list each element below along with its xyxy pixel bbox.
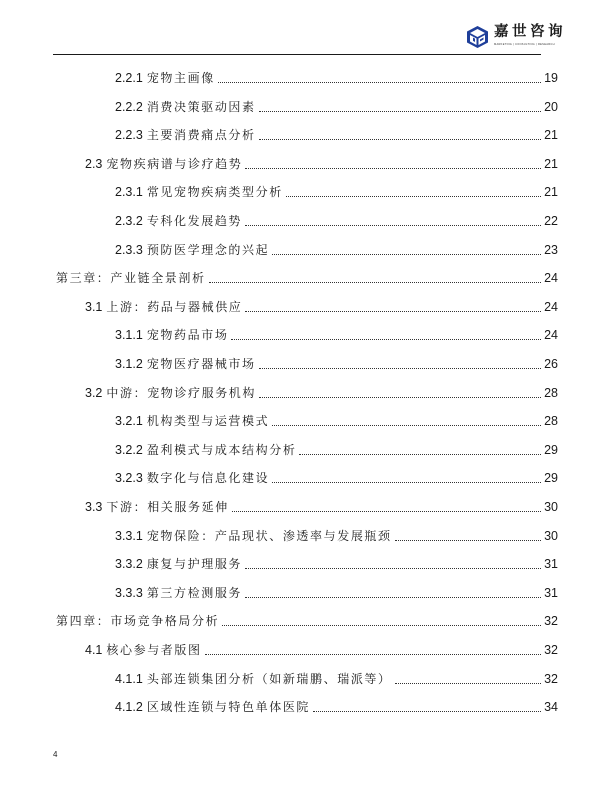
toc-entry-number: 2.2.1 (115, 71, 143, 85)
toc-entry-page: 19 (544, 71, 558, 85)
dot-leader (259, 111, 541, 112)
dot-leader (245, 168, 541, 169)
toc-entry-title: 头部连锁集团分析（如新瑞鹏、瑞派等） (146, 671, 392, 686)
toc-entry-page: 20 (544, 99, 558, 114)
dot-leader (259, 368, 541, 369)
toc-entry-page: 32 (544, 614, 558, 629)
toc-entry-page: 32 (544, 643, 558, 657)
toc-entry[interactable] (115, 411, 558, 431)
dot-leader (218, 82, 541, 83)
toc-entry-page: 31 (544, 557, 558, 572)
toc-entry[interactable] (56, 611, 558, 631)
company-logo (467, 24, 566, 52)
toc-entry[interactable] (115, 240, 558, 260)
toc-entry-number: 3.3 (85, 500, 103, 514)
dot-leader (395, 540, 541, 541)
toc-entry-page: 24 (544, 271, 558, 286)
toc-entry[interactable] (115, 440, 558, 460)
page-number: 4 (53, 750, 58, 759)
toc-entry-title: 第三方检测服务 (146, 585, 243, 600)
toc-entry-number: 4.1.2 (115, 700, 143, 715)
toc-entry[interactable] (115, 182, 558, 202)
dot-leader (272, 482, 541, 483)
company-name: 嘉世咨询 (494, 24, 566, 40)
dot-leader (299, 454, 541, 455)
toc-entry-title: 宠物疾病谱与诊疗趋势 (106, 156, 243, 171)
toc-entry-title: 中游：宠物诊疗服务机构 (106, 385, 256, 400)
toc-entry-title: 预防医学理念的兴起 (146, 242, 270, 257)
toc-entry[interactable] (85, 383, 558, 403)
toc-entry-page: 26 (544, 357, 558, 371)
toc-entry-title: 上游：药品与器械供应 (106, 299, 243, 314)
dot-leader (395, 683, 541, 684)
logo-mark-icon (467, 26, 488, 48)
toc-entry-title: 核心参与者版图 (106, 643, 202, 657)
toc-entry-number: 2.3.2 (115, 214, 143, 228)
toc-entry[interactable] (115, 68, 558, 88)
dot-leader (245, 311, 541, 312)
toc-entry[interactable] (85, 154, 558, 174)
toc-entry-number: 2.3.1 (115, 185, 143, 200)
toc-entry[interactable] (115, 125, 558, 145)
toc-entry[interactable] (115, 526, 558, 546)
toc-entry-page: 28 (544, 385, 558, 400)
toc-entry-number: 3.3.1 (115, 528, 143, 543)
dot-leader (272, 425, 541, 426)
toc-entry-title: 主要消费痛点分析 (146, 128, 256, 143)
toc-entry-title: 专科化发展趋势 (146, 214, 243, 228)
toc-entry-title: 消费决策驱动因素 (146, 99, 256, 114)
dot-leader (259, 139, 541, 140)
toc-entry-page: 23 (544, 242, 558, 257)
toc-entry-title: 常见宠物疾病类型分析 (146, 185, 283, 200)
dot-leader (209, 282, 541, 283)
toc-entry-number: 3.3.2 (115, 557, 143, 572)
toc-entry-title: 宠物医疗器械市场 (146, 357, 256, 371)
toc-entry-page: 21 (544, 185, 558, 200)
toc-entry-number: 3.1 (85, 299, 103, 314)
toc-entry-page: 22 (544, 214, 558, 228)
company-tagline: MARKETING | CONSULTING | RESEARCH (494, 43, 555, 46)
toc-entry-title: 第三章：产业链全景剖析 (56, 271, 206, 286)
toc-entry-page: 28 (544, 414, 558, 429)
toc-entry-number: 2.2.3 (115, 128, 143, 143)
dot-leader (222, 625, 541, 626)
toc-entry[interactable] (56, 268, 558, 288)
toc-entry-number: 3.1.1 (115, 328, 143, 343)
toc-entry-number: 3.2.3 (115, 471, 143, 486)
toc-entry-title: 数字化与信息化建设 (146, 471, 270, 486)
dot-leader (231, 339, 541, 340)
toc-entry-page: 32 (544, 671, 558, 686)
toc-entry-number: 4.1 (85, 643, 103, 657)
toc-entry[interactable] (85, 640, 558, 660)
toc-entry-page: 21 (544, 156, 558, 171)
toc-entry[interactable] (115, 554, 558, 574)
dot-leader (245, 597, 541, 598)
toc-entry-title: 第四章：市场竞争格局分析 (56, 614, 220, 629)
toc-entry-title: 康复与护理服务 (146, 557, 243, 572)
toc-entry[interactable] (85, 497, 558, 517)
toc-entry-title: 宠物药品市场 (146, 328, 229, 343)
dot-leader (232, 511, 541, 512)
toc-entry-number: 3.2.1 (115, 414, 143, 429)
toc-entry-page: 30 (544, 528, 558, 543)
toc-entry-page: 31 (544, 585, 558, 600)
toc-entry-number: 3.2 (85, 385, 103, 400)
dot-leader (205, 654, 542, 655)
toc-entry-number: 3.1.2 (115, 357, 143, 371)
toc-entry-number: 4.1.1 (115, 671, 143, 686)
toc-entry-number: 3.3.3 (115, 585, 143, 600)
toc-entry-number: 3.2.2 (115, 442, 143, 457)
toc-entry-page: 29 (544, 471, 558, 486)
toc-entry-title: 下游：相关服务延伸 (106, 500, 229, 514)
page-header (0, 0, 612, 56)
dot-leader (245, 225, 541, 226)
toc-entry-page: 29 (544, 442, 558, 457)
dot-leader (272, 254, 541, 255)
header-divider (53, 54, 541, 55)
toc-entry[interactable] (115, 468, 558, 488)
toc-entry-title: 机构类型与运营模式 (146, 414, 270, 429)
dot-leader (259, 397, 541, 398)
dot-leader (245, 568, 541, 569)
toc-entry-page: 30 (544, 500, 558, 514)
toc-entry[interactable] (115, 97, 558, 117)
toc-entry[interactable] (115, 669, 558, 689)
toc-entry[interactable] (85, 297, 558, 317)
toc-entry-number: 2.3 (85, 156, 103, 171)
toc-entry-title: 宠物保险：产品现状、渗透率与发展瓶颈 (146, 528, 392, 543)
toc-entry-page: 24 (544, 299, 558, 314)
toc-entry[interactable] (115, 325, 558, 345)
toc-entry-title: 宠物主画像 (146, 71, 215, 85)
dot-leader (286, 196, 541, 197)
toc-entry-page: 21 (544, 128, 558, 143)
toc-entry-page: 34 (544, 700, 558, 715)
toc-entry-page: 24 (544, 328, 558, 343)
toc-entry[interactable] (115, 697, 558, 717)
toc-entry-title: 区域性连锁与特色单体医院 (146, 700, 311, 715)
toc-entry-number: 2.3.3 (115, 242, 143, 257)
toc-entry-number: 2.2.2 (115, 99, 143, 114)
dot-leader (313, 711, 541, 712)
toc-entry[interactable] (115, 211, 558, 231)
toc-entry-title: 盈利模式与成本结构分析 (146, 442, 297, 457)
toc-entry[interactable] (115, 583, 558, 603)
toc-entry[interactable] (115, 354, 558, 374)
